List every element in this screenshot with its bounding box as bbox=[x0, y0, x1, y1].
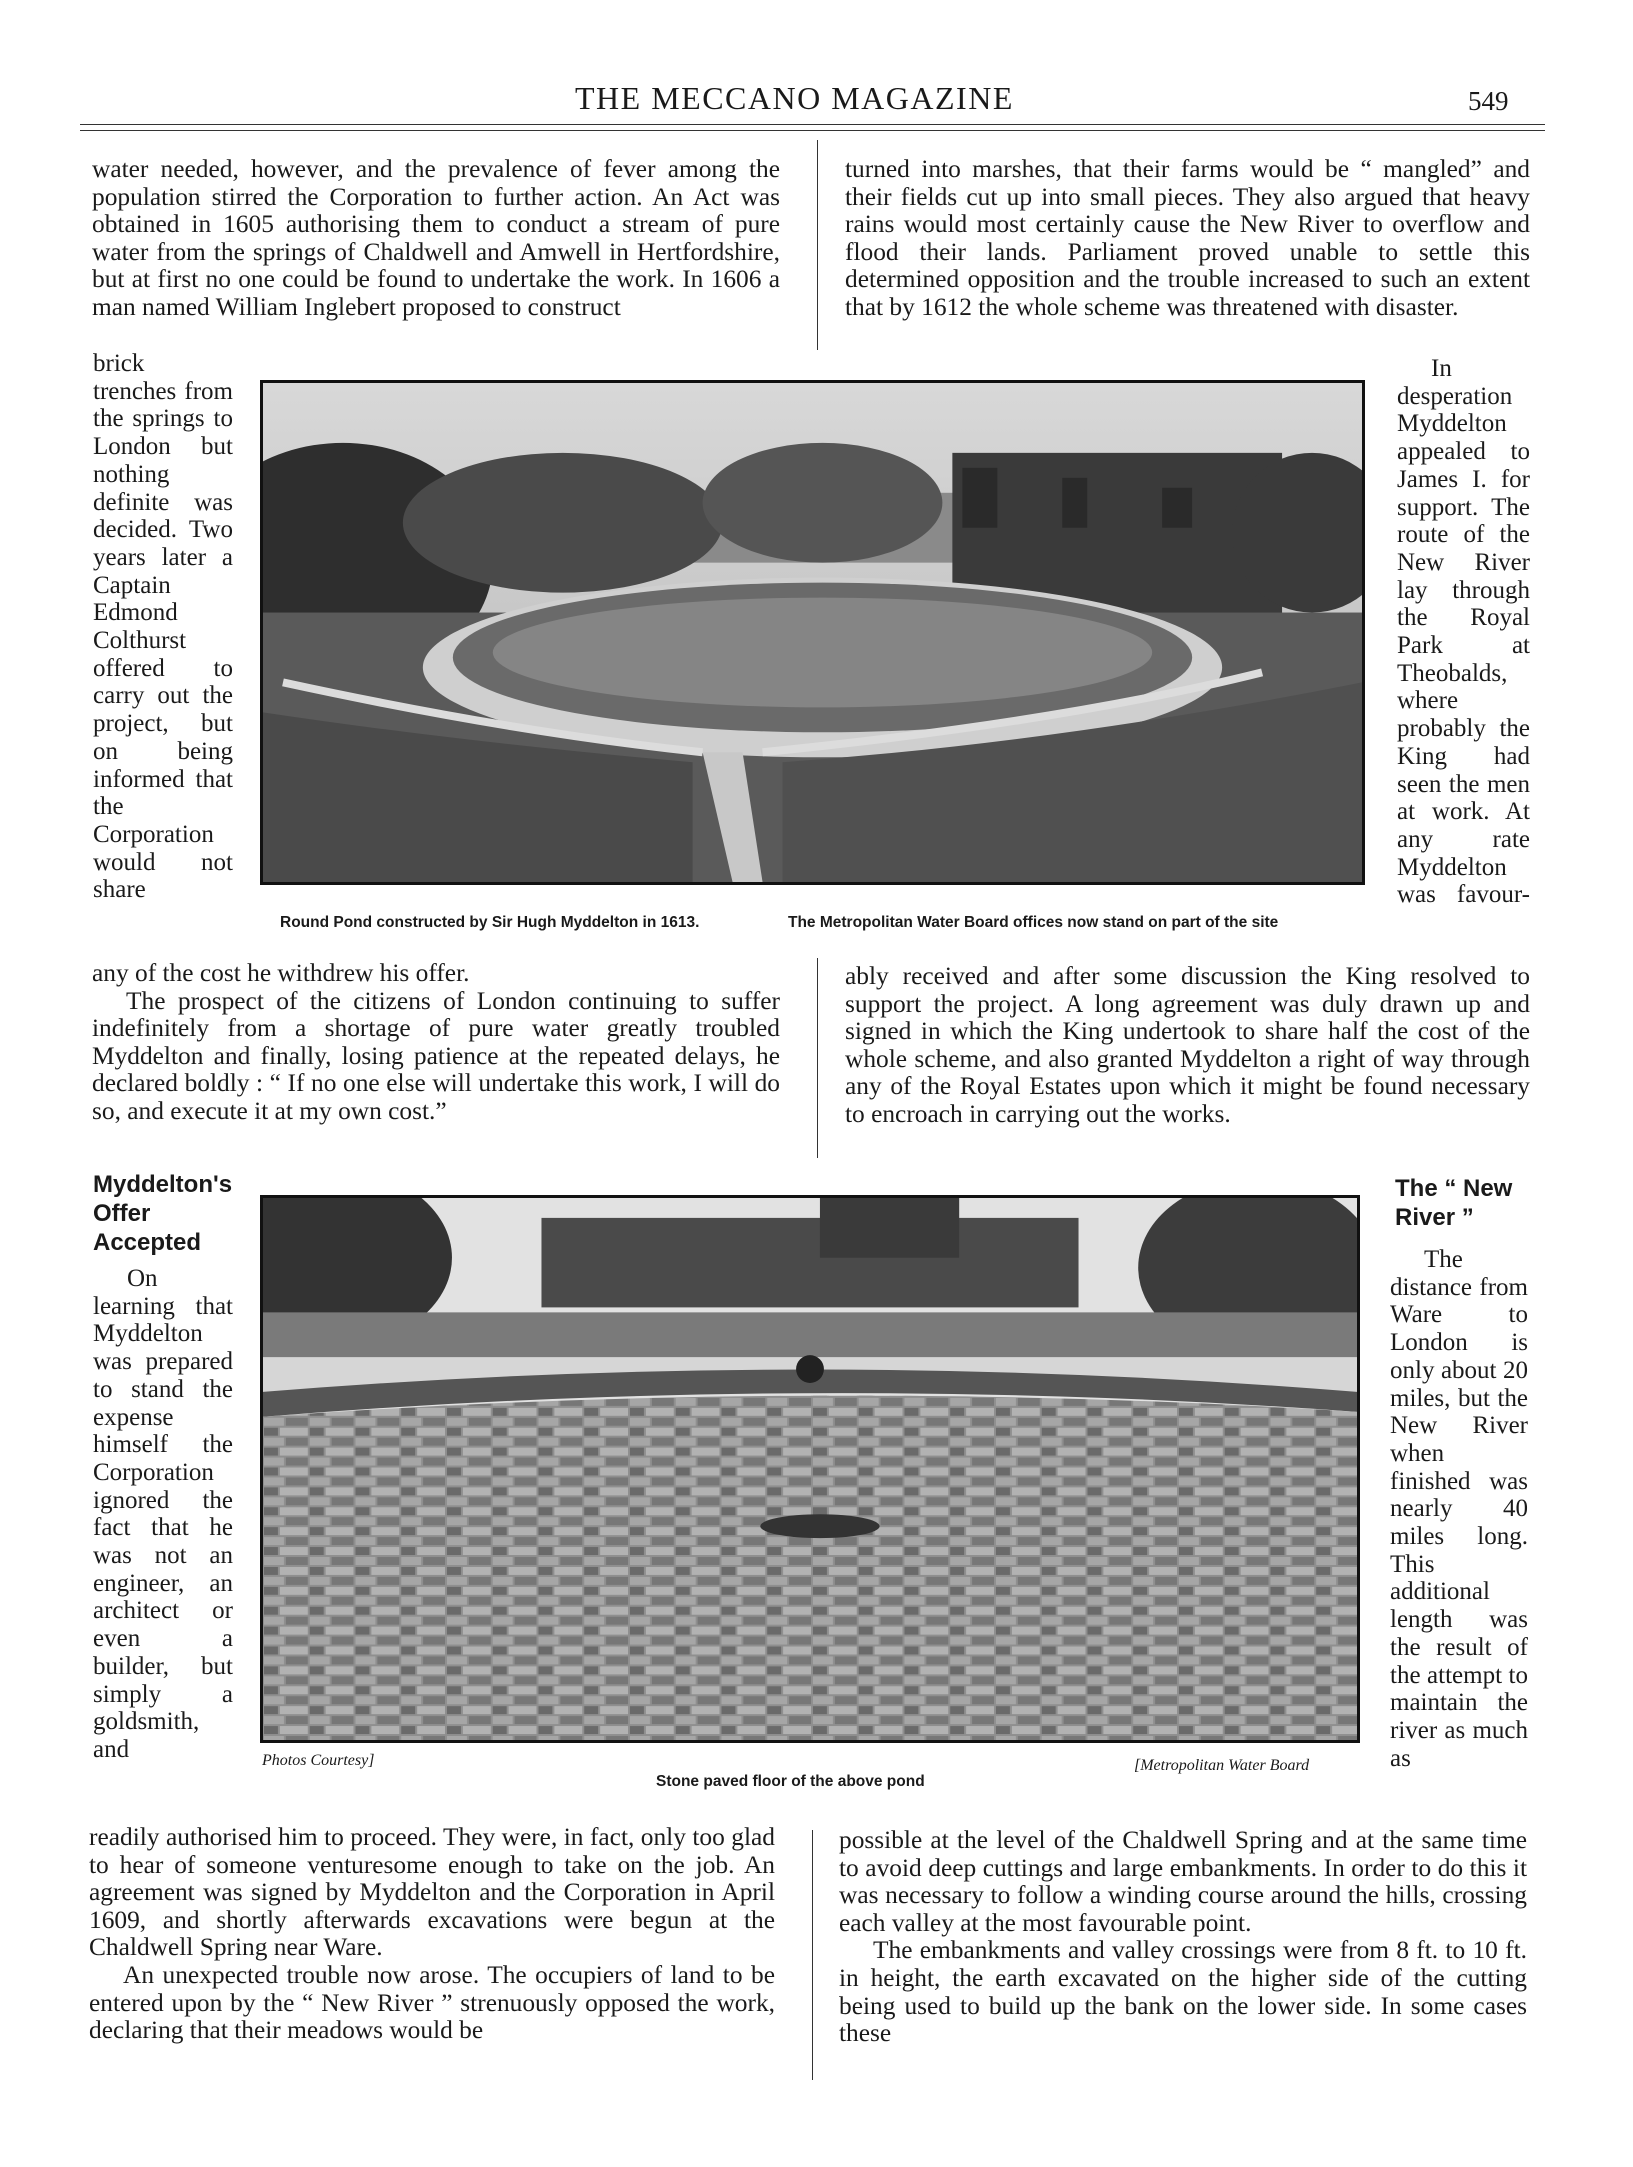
photo-credit-right: [Metropolitan Water Board bbox=[1134, 1757, 1310, 1774]
paragraph: brick trenches from the springs to London but nothing definite was decided. Two years later a Captain Edmond Colthurst offered to carry out the project, but on being informed that the Corporation would not share bbox=[93, 350, 233, 904]
wrap-text-left-upper bbox=[93, 350, 233, 904]
running-head bbox=[0, 80, 1633, 120]
paragraph: ably received and after some discussion the King resolved to support the project. A long agreement was duly drawn up and signed in which the King undertook to share half the cost of the whole scheme, and also granted Myddelton a right of way through any of the Royal Estates upon which it might be found necessary to encroach in carrying out the works. bbox=[845, 962, 1530, 1128]
paragraph: The distance from Ware to London is only about 20 miles, but the New River when finished was nearly 40 miles long. This additional length was the result of the attempt to maintain the river as much as bbox=[1390, 1246, 1528, 1772]
paragraph: The embankments and valley crossings were from 8 ft. to 10 ft. in height, the earth excavated on the higher side of the cutting being used to build up the bank on the lower side. In some cases these bbox=[839, 1936, 1527, 2048]
paragraph: An unexpected trouble now arose. The occupiers of land to be entered upon by the “ New River ” strenuously opposed the work, declaring that their meadows would be bbox=[89, 1960, 775, 2045]
page-number: 549 bbox=[1468, 86, 1509, 116]
section-heading-right: The “ New River ” bbox=[1395, 1175, 1513, 1231]
photo-caption: Stone paved floor of the above pond bbox=[656, 1773, 925, 1790]
wrap-text-right-upper bbox=[1397, 355, 1530, 909]
photo-credit-left: Photos Courtesy] bbox=[262, 1752, 375, 1769]
article-text-top-left bbox=[92, 156, 780, 322]
article-text-middle-right bbox=[845, 963, 1530, 1129]
column-divider-top bbox=[817, 140, 818, 350]
article-text-bottom-left bbox=[89, 1824, 775, 2045]
article-text-top-right bbox=[845, 156, 1530, 322]
round-pond-photo bbox=[260, 380, 1365, 885]
photo-caption-right: The Metropolitan Water Board offices now stand on part of the site bbox=[788, 914, 1279, 931]
wrap-text-right-lower bbox=[1390, 1246, 1528, 1772]
paved-floor-image bbox=[263, 1198, 1357, 1740]
article-text-middle-left bbox=[92, 960, 780, 1126]
paragraph: readily authorised him to proceed. They were, in fact, only too glad to hear of someone venturesome enough to take on the job. An agreement was signed by Myddelton and the Corporation in April 1609, and shortly afterwards excavations were begun at the Chaldwell Spring near Ware. bbox=[89, 1823, 775, 1962]
header-rule-secondary bbox=[80, 130, 1545, 131]
magazine-title: THE MECCANO MAGAZINE bbox=[575, 80, 1014, 116]
paragraph: turned into marshes, that their farms would be “ mangled” and their fields cut up into small pieces. They also argued that heavy rains would most certainly cause the New River to overflow and flood their lands. Parliament proved unable to settle this determined opposition and the trouble increased to such an extent that by 1612 the whole scheme was threatened with disaster. bbox=[845, 155, 1530, 321]
header-rule bbox=[80, 124, 1545, 125]
wrap-text-left-lower bbox=[93, 1265, 233, 1764]
paragraph: The prospect of the citizens of London continuing to suffer indefinitely from a shortage of pure water greatly troubled Myddelton and finally, losing patience at the repeated delays, he declared boldly : “ If no one else will undertake this work, I will do so, and execute it at my own cost.” bbox=[92, 986, 780, 1125]
paragraph: On learning that Myddelton was prepared to stand the expense himself the Corporation ignored the fact that he was not an engineer, an architect or even a builder, but simply a goldsmith, and bbox=[93, 1265, 233, 1763]
photo-caption-left: Round Pond constructed by Sir Hugh Myddelton in 1613. bbox=[280, 914, 700, 931]
paragraph: water needed, however, and the prevalence of fever among the population stirred the Corporation to further action. An Act was obtained in 1605 authorising them to conduct a stream of pure water from the springs of Chaldwell and Amwell in Hertfordshire, but at first no one could be found to undertake the work. In 1606 a man named William Inglebert proposed to construct bbox=[92, 155, 780, 321]
paragraph: possible at the level of the Chaldwell Spring and at the same time to avoid deep cuttings and large embankments. In order to do this it was necessary to follow a winding course around the hills, crossing each valley at the most favourable point. bbox=[839, 1826, 1527, 1937]
paragraph: any of the cost he withdrew his offer. bbox=[92, 959, 470, 987]
column-divider-bottom bbox=[812, 1830, 813, 2080]
round-pond-image bbox=[263, 383, 1362, 882]
paragraph: In desperation Myddelton appealed to James I. for support. The route of the New River lay through the Royal Park at Theobalds, where probably the King had seen the men at work. At any rate Myddelton was favour- bbox=[1397, 355, 1530, 909]
paved-floor-photo bbox=[260, 1195, 1360, 1743]
article-text-bottom-right bbox=[839, 1827, 1527, 2048]
section-heading-left: Myddelton's Offer Accepted bbox=[93, 1171, 233, 1256]
column-divider-middle bbox=[817, 958, 818, 1158]
